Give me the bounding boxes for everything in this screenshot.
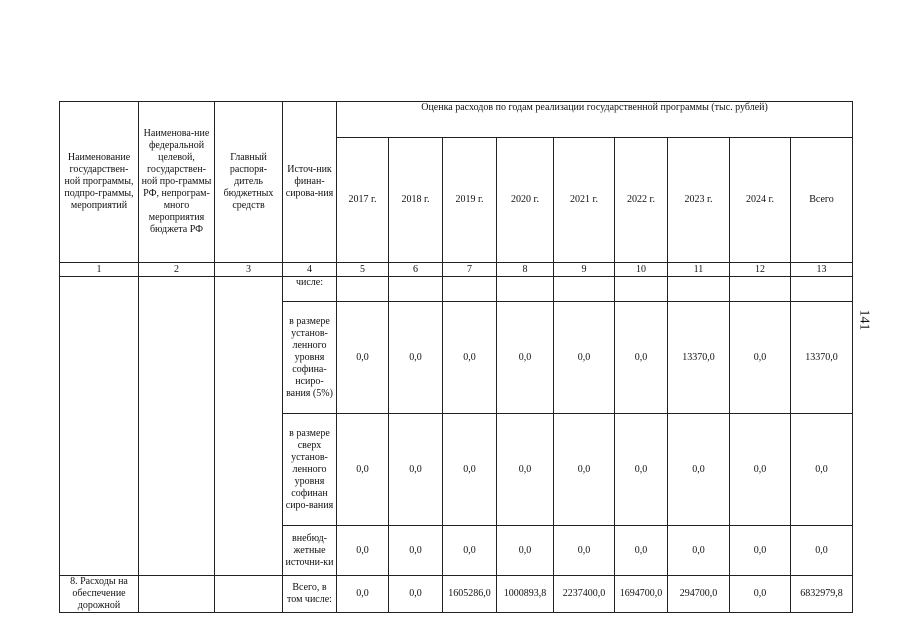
header-expense-estimate: Оценка расходов по годам реализации государственной программы (тыс. рублей)	[337, 102, 853, 138]
table-row	[60, 277, 853, 302]
column-number: 3	[215, 263, 283, 277]
value-cell: 0,0	[497, 302, 554, 414]
header-year: 2019 г.	[443, 138, 497, 263]
value-cell	[337, 277, 389, 302]
budget-table	[59, 101, 853, 613]
value-cell: 0,0	[337, 526, 389, 576]
value-cell: 2237400,0	[554, 576, 615, 613]
column-number-row	[60, 263, 853, 277]
column-number: 6	[389, 263, 443, 277]
value-cell: 0,0	[337, 576, 389, 613]
column-number: 2	[139, 263, 215, 277]
value-cell: 0,0	[443, 414, 497, 526]
value-cell: 13370,0	[668, 302, 730, 414]
value-cell: 1605286,0	[443, 576, 497, 613]
column-number: 4	[283, 263, 337, 277]
value-cell	[554, 277, 615, 302]
federal-program-cell	[139, 277, 215, 576]
value-cell	[615, 277, 668, 302]
column-number: 1	[60, 263, 139, 277]
value-cell	[443, 277, 497, 302]
value-cell: 1694700,0	[615, 576, 668, 613]
funding-source-cell: внебюд-жетные источни-ки	[283, 526, 337, 576]
column-number: 5	[337, 263, 389, 277]
value-cell: 0,0	[791, 526, 853, 576]
value-cell: 0,0	[730, 576, 791, 613]
header-year: 2018 г.	[389, 138, 443, 263]
table-row	[60, 576, 853, 613]
program-name-cell: 8. Расходы на обеспечение дорожной	[60, 576, 139, 613]
value-cell: 0,0	[668, 414, 730, 526]
header-year: 2022 г.	[615, 138, 668, 263]
column-number: 10	[615, 263, 668, 277]
value-cell: 0,0	[615, 526, 668, 576]
header-year: 2024 г.	[730, 138, 791, 263]
page-number: 141	[856, 309, 872, 331]
value-cell: 0,0	[389, 414, 443, 526]
column-number: 11	[668, 263, 730, 277]
value-cell: 0,0	[497, 414, 554, 526]
value-cell	[497, 277, 554, 302]
funding-source-cell: Всего, в том числе:	[283, 576, 337, 613]
value-cell: 0,0	[337, 414, 389, 526]
header-year: 2017 г.	[337, 138, 389, 263]
header-funding-source: Источ-ник финан-сирова-ния	[283, 102, 337, 263]
value-cell: 0,0	[389, 526, 443, 576]
column-number: 8	[497, 263, 554, 277]
value-cell	[791, 277, 853, 302]
value-cell: 0,0	[497, 526, 554, 576]
header-main-manager: Главный распоря-дитель бюджетных средств	[215, 102, 283, 263]
header-federal-program: Наименова-ние федеральной целевой, государствен-ной про-граммы РФ, непрограм-много мероприятия бюджета РФ	[139, 102, 215, 263]
value-cell: 0,0	[730, 526, 791, 576]
column-number: 7	[443, 263, 497, 277]
funding-source-cell: в размере сверх установ-ленного уровня софинан сиро-вания	[283, 414, 337, 526]
value-cell: 6832979,8	[791, 576, 853, 613]
funding-source-cell: в размере установ-ленного уровня софина-нсиро-вания (5%)	[283, 302, 337, 414]
value-cell: 294700,0	[668, 576, 730, 613]
manager-cell	[215, 576, 283, 613]
column-number: 9	[554, 263, 615, 277]
funding-source-cell: числе:	[283, 277, 337, 302]
column-number: 13	[791, 263, 853, 277]
column-number: 12	[730, 263, 791, 277]
value-cell	[389, 277, 443, 302]
value-cell: 0,0	[615, 414, 668, 526]
value-cell: 0,0	[668, 526, 730, 576]
value-cell	[730, 277, 791, 302]
value-cell: 1000893,8	[497, 576, 554, 613]
value-cell: 0,0	[443, 302, 497, 414]
header-year: 2020 г.	[497, 138, 554, 263]
value-cell: 0,0	[791, 414, 853, 526]
value-cell: 0,0	[554, 302, 615, 414]
header-year: 2023 г.	[668, 138, 730, 263]
value-cell: 0,0	[389, 576, 443, 613]
federal-program-cell	[139, 576, 215, 613]
value-cell: 0,0	[730, 302, 791, 414]
value-cell: 0,0	[389, 302, 443, 414]
value-cell: 0,0	[554, 414, 615, 526]
manager-cell	[215, 277, 283, 576]
value-cell: 0,0	[337, 302, 389, 414]
header-total: Всего	[791, 138, 853, 263]
header-year: 2021 г.	[554, 138, 615, 263]
value-cell	[668, 277, 730, 302]
header-program-name: Наименование государствен-ной программы, подпро-граммы, мероприятий	[60, 102, 139, 263]
value-cell: 0,0	[730, 414, 791, 526]
value-cell: 0,0	[443, 526, 497, 576]
value-cell: 13370,0	[791, 302, 853, 414]
program-name-cell	[60, 277, 139, 576]
value-cell: 0,0	[615, 302, 668, 414]
value-cell: 0,0	[554, 526, 615, 576]
